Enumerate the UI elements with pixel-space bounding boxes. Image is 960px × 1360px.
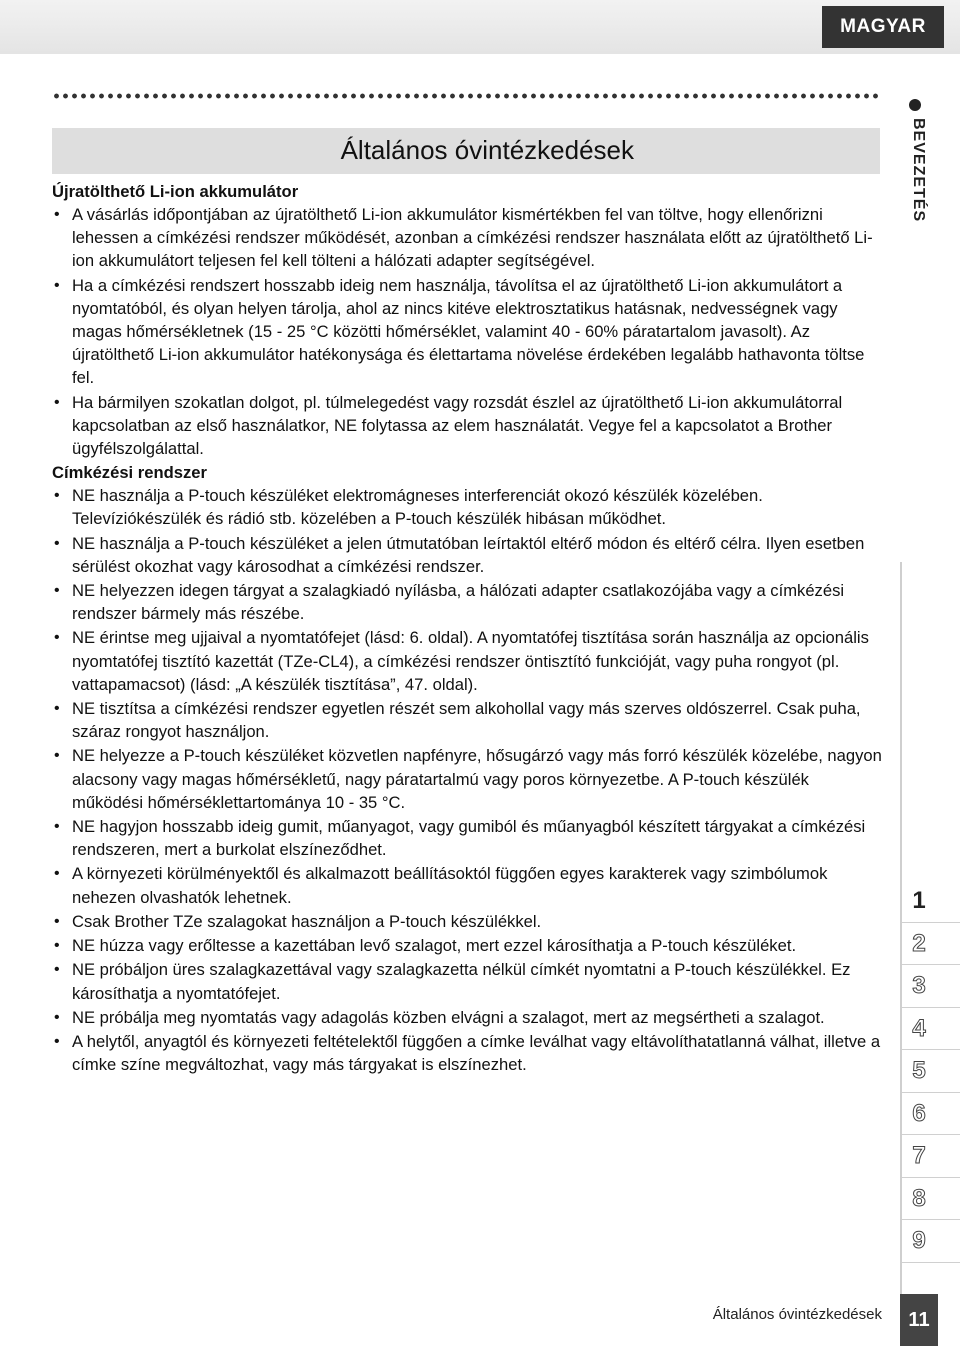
page-number: 11 [900, 1294, 938, 1346]
list-item: • Ha bármilyen szokatlan dolgot, pl. túlmelegedést vagy rozsdát észlel az újratölthető Li-ion akkumulátorral kapcsolatban az első használatkor, NE folytassa az elem használatát. Vegye fel a kapcsolatot a Brother ügyfélszolgálattal. [54, 392, 843, 459]
list-item: • Ha a címkézési rendszert hosszabb ideig nem használja, távolítsa el az újratölthető Li-ion akkumulátort a nyomtatóból, és olyan helyen tárolja, ahol az nincs kitéve elektrosztatikus hatásnak, nedvességnek vagy magas hőmérsékletnek (15 - 25 °C közötti hőmérséklet, valamint 40 - 60% páratartalom javasolt). Az újratölthető Li-ion akkumulátor hatékonysága és élettartama növelése érdekében legalább hathavonta töltse fel. [54, 275, 865, 388]
chapter-tab-9[interactable]: 9 [904, 1220, 934, 1263]
battery-precautions-list [52, 203, 882, 460]
section-heading-battery: Újratölthető Li-ion akkumulátor [52, 182, 299, 201]
page-title: Általános óvintézkedések [340, 135, 634, 165]
list-item: • NE húzza vagy erőltesse a kazettában levő szalagot, mert ezzel károsíthatja a P-touch készüléket. [54, 936, 797, 956]
language-tab: MAGYAR [822, 6, 944, 48]
list-item: • NE helyezzen idegen tárgyat a szalagkiadó nyílásba, a hálózati adapter csatlakozójába vagy a címkézési rendszer bármely más részébe. [54, 581, 845, 624]
list-item: • NE tisztítsa a címkézési rendszer egyetlen részét sem alkohollal vagy más szerves oldószerrel. Csak puha, száraz rongyot használjon. [54, 699, 861, 742]
labeling-system-precautions-list [52, 484, 882, 1076]
main-content [52, 180, 882, 1077]
list-item: • NE helyezze a P-touch készüléket közvetlen napfényre, hősugárzó vagy más forró készülék közelébe, nagyon alacsony vagy magas hőmérsékletű, nagy páratartalmú vagy poros környezetbe. A P-touch készülék működési hőmérséklettartománya 10 - 35 °C. [54, 746, 882, 812]
top-header-bar [0, 0, 960, 54]
section-heading-labeling-system: Címkézési rendszer [52, 463, 207, 483]
list-item: • NE használja a P-touch készüléket a jelen útmutatóban leírtaktól eltérő módon és eltérő célra. Ilyen esetben sérülést okozhat vagy károsodhat a címkézési rendszer. [54, 533, 865, 576]
chapter-tab-6[interactable]: 6 [904, 1093, 934, 1136]
chapter-tab-2[interactable]: 2 [904, 923, 934, 966]
chapter-tab-1[interactable]: 1 [904, 880, 934, 923]
section-bullet-icon [909, 99, 921, 111]
list-item: • NE hagyjon hosszabb ideig gumit, műanyagot, vagy gumiból és műanyagból készített tárgyakat a címkézési rendszeren, mert a burkolat elszíneződhet. [54, 817, 866, 860]
chapter-tab-4[interactable]: 4 [904, 1008, 934, 1051]
chapter-tab-3[interactable]: 3 [904, 965, 934, 1008]
list-item: • NE próbáljon üres szalagkazettával vagy szalagkazetta nélkül címkét nyomtatni a P-touch készülékkel. Ez károsíthatja a nyomtatófejet. [54, 960, 851, 1003]
list-item: • A környezeti körülményektől és alkalmazott beállításoktól függően egyes karakterek vagy szimbólumok nehezen olvashatók lehetnek. [54, 864, 828, 907]
chapter-tab-5[interactable]: 5 [904, 1050, 934, 1093]
section-side-label: BEVEZETÉS [910, 118, 927, 223]
chapter-tab-7[interactable]: 7 [904, 1135, 934, 1178]
list-item: • NE érintse meg ujjaival a nyomtatófejet (lásd: 6. oldal). A nyomtatófej tisztítása során használja az opcionális nyomtatófej tisztító kazettát (TZe-CL4), a címkézési rendszer öntisztító funkcióját, vagy puha rongyot (pl. vattapamacsot) (lásd: „A készülék tisztítása”, 47. oldal). [54, 628, 869, 694]
list-item: • A helytől, anyagtól és környezeti feltételektől függően a címke leválhat vagy eltávolíthatatlanná válhat, illetve a címke színe megváltozhat, vagy más tárgyakat is elszínezhet. [54, 1031, 881, 1075]
dotted-divider [52, 93, 880, 99]
list-item: • A vásárlás időpontjában az újratölthető Li-ion akkumulátor kismértékben fel van töltve, hogy ellenőrizni lehessen a címkézési rendszer működését, azonban a címkézési rendszer használata előtt az újratölthető Li-ion akkumulátort teljesen fel kell tölteni a hálózati adapter segítségével. [54, 205, 873, 271]
list-item: • NE használja a P-touch készüléket elektromágneses interferenciát okozó készülék közelében. Televíziókészülék és rádió stb. közelében a P-touch készülék hibásan működhet. [54, 486, 763, 529]
list-item: • NE próbálja meg nyomtatás vagy adagolás közben elvágni a szalagot, mert az megsértheti a szalagot. [54, 1007, 825, 1027]
footer-section-title: Általános óvintézkedések [712, 1306, 882, 1323]
chapter-tab-8[interactable]: 8 [904, 1178, 934, 1221]
chapter-index [902, 880, 960, 1263]
list-item: • Csak Brother TZe szalagokat használjon a P-touch készülékkel. [54, 911, 542, 931]
